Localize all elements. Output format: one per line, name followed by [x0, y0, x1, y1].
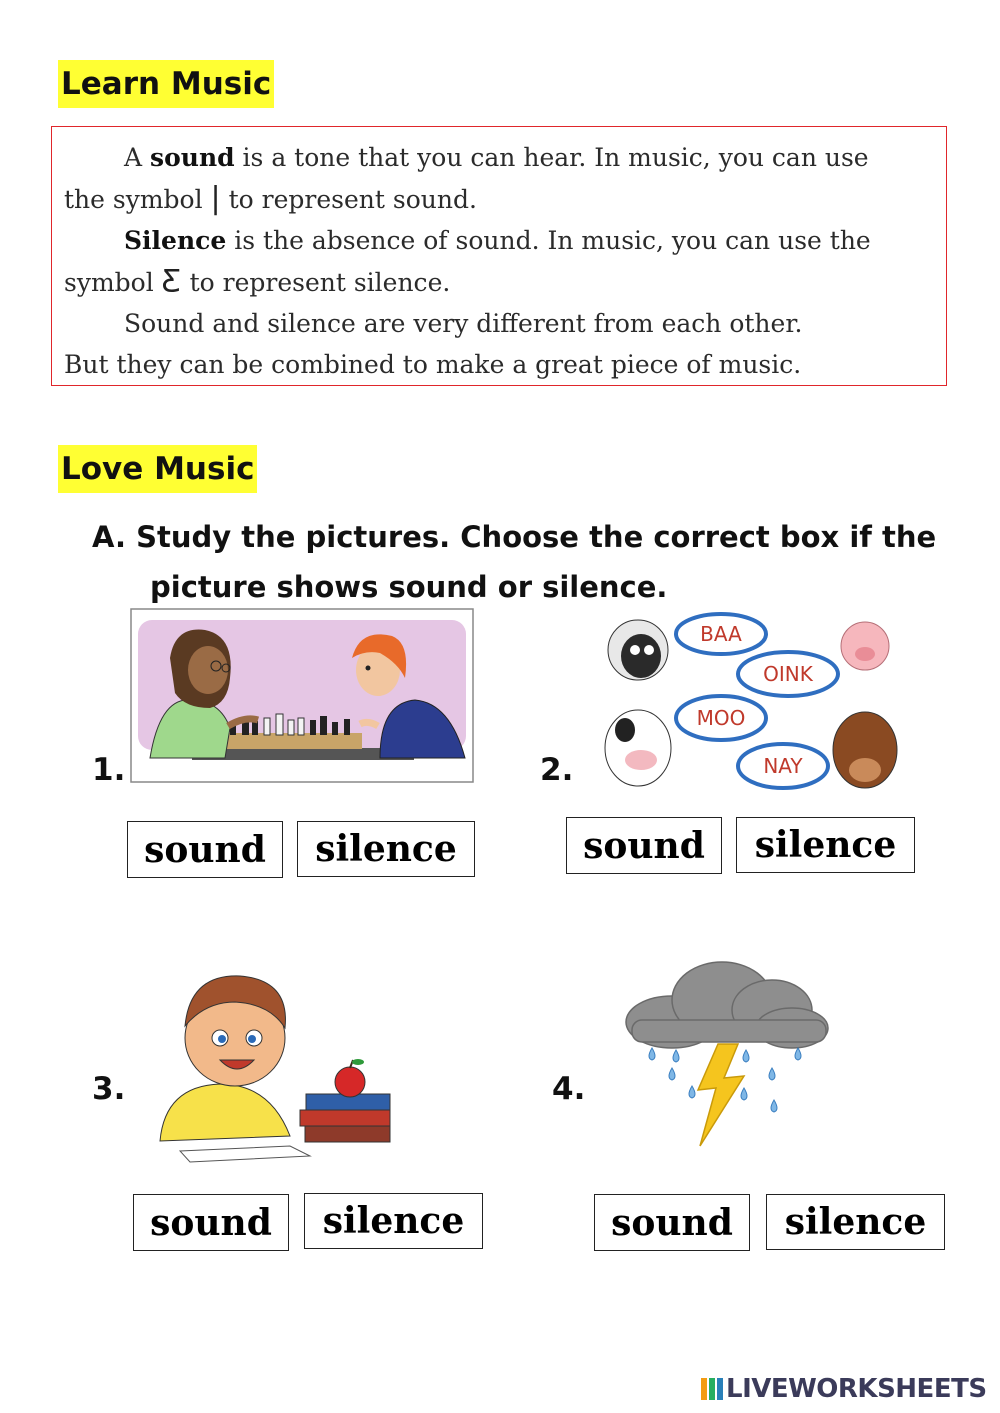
boy-reading-icon	[150, 966, 400, 1166]
q3-sound-button[interactable]: sound	[133, 1194, 289, 1251]
info-line-2	[64, 178, 936, 220]
q2-silence-button[interactable]: silence	[736, 817, 915, 873]
instruction-line-2: picture shows sound or silence.	[150, 570, 668, 604]
instruction-line-1: A. Study the pictures. Choose the correct box if the	[92, 520, 937, 554]
info-bold-sound: sound	[150, 143, 235, 172]
q2-sound-button[interactable]: sound	[566, 817, 722, 874]
info-line-4	[64, 261, 936, 303]
question-4-number: 4.	[552, 1071, 586, 1107]
q4-silence-button[interactable]: silence	[766, 1194, 945, 1250]
info-text: symbol	[64, 268, 162, 297]
rest-symbol-icon: Ƹ	[161, 264, 182, 299]
info-text: is the absence of sound. In music, you can use the	[226, 226, 871, 255]
bubble-nay: NAY	[763, 754, 803, 778]
info-line-3	[64, 220, 936, 261]
info-bold-silence: Silence	[124, 226, 227, 255]
info-box	[51, 126, 947, 386]
sound-symbol-icon: |	[210, 181, 221, 216]
q4-sound-button[interactable]: sound	[594, 1194, 750, 1251]
info-text: to represent sound.	[220, 185, 477, 214]
info-line-5: Sound and silence are very different from each other.	[124, 309, 803, 338]
storm-cloud-icon	[622, 960, 832, 1155]
learn-music-heading: Learn Music	[58, 60, 274, 108]
info-line-1	[64, 137, 936, 178]
q1-sound-button[interactable]: sound	[127, 821, 283, 878]
chess-players-icon	[130, 608, 474, 783]
love-music-heading: Love Music	[58, 445, 257, 493]
info-text: is a tone that you can hear. In music, you can use	[234, 143, 869, 172]
q1-silence-button[interactable]: silence	[297, 821, 475, 877]
bubble-moo: MOO	[696, 706, 746, 730]
bubble-baa: BAA	[700, 622, 742, 646]
info-text: A	[124, 143, 151, 172]
info-line-6: But they can be combined to make a great piece of music.	[64, 350, 802, 379]
liveworksheets-mark-icon	[700, 1377, 724, 1401]
liveworksheets-logo	[700, 1374, 987, 1404]
info-text: the symbol	[64, 185, 211, 214]
farm-animals-icon	[593, 610, 919, 798]
bubble-oink: OINK	[763, 662, 813, 686]
instruction	[92, 512, 972, 612]
question-3-number: 3.	[92, 1071, 126, 1107]
q3-silence-button[interactable]: silence	[304, 1193, 483, 1249]
info-text: to represent silence.	[181, 268, 451, 297]
footer-brand: LIVEWORKSHEETS	[726, 1374, 987, 1404]
question-2-number: 2.	[540, 752, 574, 788]
question-1-number: 1.	[92, 752, 126, 788]
